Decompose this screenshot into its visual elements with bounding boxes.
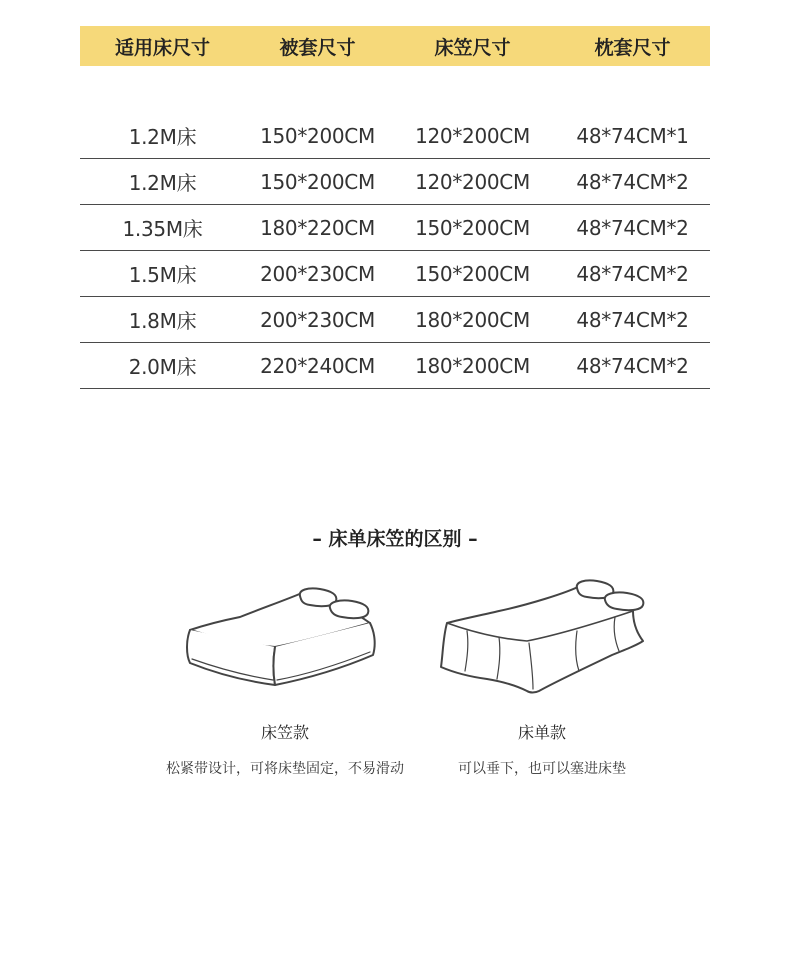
fitted-sheet-label: 床笠款 <box>260 723 309 742</box>
cell-pillowcase-size: 48*74CM*2 <box>576 307 689 332</box>
cell-fitted-sheet-size: 180*200CM <box>415 307 530 332</box>
table-row <box>80 343 710 389</box>
cell-fitted-sheet-size: 150*200CM <box>415 261 530 286</box>
cell-bed-size: 1.2M床 <box>128 171 197 195</box>
table-row <box>80 251 710 297</box>
cell-pillowcase-size: 48*74CM*2 <box>576 169 689 194</box>
header-fitted-sheet-size: 床笠尺寸 <box>434 36 511 59</box>
fitted-bed-icon <box>180 575 390 710</box>
cell-bed-size: 1.8M床 <box>128 309 197 333</box>
flat-sheet-label: 床单款 <box>517 723 566 742</box>
header-pillowcase-size: 枕套尺寸 <box>594 36 671 59</box>
cell-fitted-sheet-size: 120*200CM <box>415 169 530 194</box>
cell-pillowcase-size: 48*74CM*1 <box>576 123 689 148</box>
table-header <box>80 26 710 66</box>
cell-duvet-size: 180*220CM <box>260 215 375 240</box>
comparison-title: – 床单床笠的区别 – <box>312 528 478 550</box>
fitted-sheet-description: 松紧带设计，可将床垫固定，不易滑动 <box>166 761 404 777</box>
cell-fitted-sheet-size: 180*200CM <box>415 353 530 378</box>
cell-pillowcase-size: 48*74CM*2 <box>576 215 689 240</box>
table-row <box>80 297 710 343</box>
cell-fitted-sheet-size: 120*200CM <box>415 123 530 148</box>
fitted-sheet-option <box>135 575 435 778</box>
cell-pillowcase-size: 48*74CM*2 <box>576 353 689 378</box>
cell-bed-size: 1.5M床 <box>128 263 197 287</box>
flat-sheet-bed-icon <box>437 575 647 710</box>
cell-bed-size: 1.2M床 <box>128 125 197 149</box>
header-duvet-size: 被套尺寸 <box>279 36 356 59</box>
cell-duvet-size: 150*200CM <box>260 123 375 148</box>
cell-duvet-size: 150*200CM <box>260 169 375 194</box>
size-table <box>80 26 710 389</box>
cell-fitted-sheet-size: 150*200CM <box>415 215 530 240</box>
flat-sheet-option <box>392 575 692 778</box>
cell-duvet-size: 220*240CM <box>260 353 375 378</box>
cell-bed-size: 1.35M床 <box>122 217 203 241</box>
cell-duvet-size: 200*230CM <box>260 307 375 332</box>
header-bed-size: 适用床尺寸 <box>114 36 210 59</box>
cell-bed-size: 2.0M床 <box>128 355 197 379</box>
cell-pillowcase-size: 48*74CM*2 <box>576 261 689 286</box>
table-row <box>80 159 710 205</box>
table-row <box>80 205 710 251</box>
table-row <box>80 113 710 159</box>
cell-duvet-size: 200*230CM <box>260 261 375 286</box>
flat-sheet-description: 可以垂下，也可以塞进床垫 <box>458 761 626 777</box>
table-body <box>80 113 710 389</box>
